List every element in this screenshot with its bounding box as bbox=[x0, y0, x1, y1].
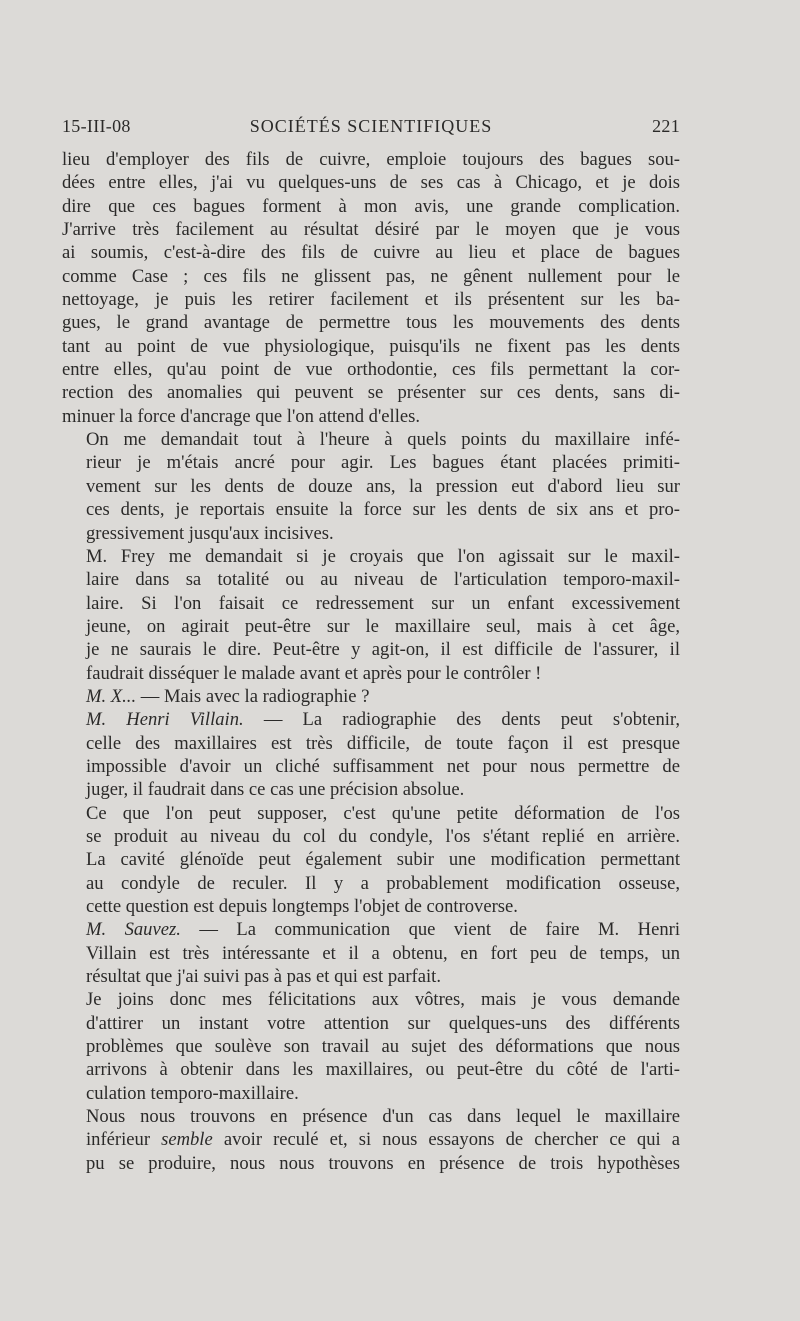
text-line: M. Frey me demandait si je croyais que l'on agissait sur le maxil- bbox=[86, 545, 680, 567]
paragraph bbox=[62, 685, 680, 708]
text-line: vement sur les dents de douze ans, la pression eut d'abord lieu sur bbox=[86, 475, 680, 497]
text-line: résultat que j'ai suivi pas à pas et qui est parfait. bbox=[86, 966, 441, 988]
speaker-name: M. X... bbox=[86, 685, 137, 707]
text-line: On me demandait tout à l'heure à quels points du maxillaire infé- bbox=[86, 429, 680, 451]
text-line: arrivons à obtenir dans les maxillaires, ou peut-être du côté de l'arti- bbox=[86, 1059, 680, 1081]
paragraph bbox=[62, 918, 680, 988]
text-line: comme Case ; ces fils ne glissent pas, ne gênent nullement pour le bbox=[62, 265, 680, 287]
text-line: problèmes que soulève son travail au sujet des déformations que nous bbox=[86, 1036, 680, 1058]
paragraph bbox=[62, 545, 680, 685]
text-line: culation temporo-maxillaire. bbox=[86, 1082, 299, 1104]
text-line: cette question est depuis longtemps l'objet de controverse. bbox=[86, 896, 518, 917]
text-line: celle des maxillaires est très difficile, de toute façon il est presque bbox=[86, 732, 680, 754]
paragraph bbox=[62, 802, 680, 919]
text-line: lieu d'employer des fils de cuivre, emploie toujours des bagues sou- bbox=[62, 149, 680, 170]
speech-text: — La radiographie des dents peut s'obtenir, bbox=[243, 709, 681, 731]
text-line: d'attirer un instant votre attention sur quelques-uns des différents bbox=[86, 1012, 680, 1034]
speaker-name: M. Henri Villain. bbox=[86, 709, 244, 731]
text-line: pu se produire, nous nous trouvons en présence de trois hypothèses bbox=[86, 1152, 680, 1174]
header-date: 15-III-08 bbox=[62, 116, 131, 136]
text-line bbox=[62, 685, 680, 708]
text-line: gues, le grand avantage de permettre tous les mouvements des dents bbox=[62, 312, 680, 334]
text-line: rieur je m'étais ancré pour agir. Les bagues étant placées primiti- bbox=[86, 452, 680, 474]
paragraph bbox=[62, 988, 680, 1105]
text-line: inférieur semble avoir reculé et, si nous essayons de chercher ce qui a bbox=[86, 1129, 680, 1151]
text-line: impossible d'avoir un cliché suffisamment net pour nous permettre de bbox=[86, 755, 680, 777]
text-line: Villain est très intéressante et il a obtenu, en fort peu de temps, un bbox=[86, 942, 680, 964]
text-line: Je joins donc mes félicitations aux vôtres, mais je vous demande bbox=[86, 989, 680, 1011]
text-line: nettoyage, je puis les retirer facilement et ils présentent sur les ba- bbox=[62, 289, 680, 311]
text-line: se produit au niveau du col du condyle, l'os s'étant replié en arrière. bbox=[86, 825, 680, 847]
speech-text: — La communication que vient de faire M. Henri bbox=[180, 919, 680, 941]
speaker-name: M. Sauvez. bbox=[86, 919, 181, 941]
text-line: je ne saurais le dire. Peut-être y agit-on, il est difficile de l'assurer, il bbox=[86, 639, 680, 661]
paragraph bbox=[62, 428, 680, 545]
text-line: J'arrive très facilement au résultat désiré par le moyen que je vous bbox=[62, 219, 680, 241]
text-line bbox=[62, 708, 680, 731]
text-line: entre elles, qu'au point de vue orthodontie, ces fils permettant la cor- bbox=[62, 359, 680, 381]
header-title: SOCIÉTÉS SCIENTIFIQUES bbox=[249, 116, 493, 136]
text-line: ai soumis, c'est-à-dire des fils de cuivre au lieu et place de bagues bbox=[62, 242, 680, 264]
page-number: 221 bbox=[652, 116, 680, 136]
text-line: dées entre elles, j'ai vu quelques-uns de ses cas à Chicago, et je dois bbox=[62, 172, 680, 194]
text-line: au condyle de reculer. Il y a probablement modification osseuse, bbox=[86, 872, 680, 894]
paragraph bbox=[62, 148, 680, 428]
text-line: juger, il faudrait dans ce cas une précision absolue. bbox=[86, 779, 465, 801]
running-header bbox=[62, 116, 680, 140]
paragraph bbox=[62, 1105, 680, 1175]
text-line: minuer la force d'ancrage que l'on attend d'elles. bbox=[62, 405, 421, 427]
text-line: rection des anomalies qui peuvent se présenter sur ces dents, sans di- bbox=[62, 382, 680, 404]
text-line: faudrait disséquer le malade avant et après pour le contrôler ! bbox=[86, 662, 542, 684]
text-line: gressivement jusqu'aux incisives. bbox=[86, 522, 334, 544]
paragraph bbox=[62, 708, 680, 801]
text-line: ces dents, je reportais ensuite la force sur les dents de six ans et pro- bbox=[86, 499, 680, 521]
text-line: La cavité glénoïde peut également subir une modification permettant bbox=[86, 849, 680, 871]
text-line: Ce que l'on peut supposer, c'est qu'une petite déformation de l'os bbox=[86, 802, 680, 824]
text-line: tant au point de vue physiologique, puisqu'ils ne fixent pas les dents bbox=[62, 335, 680, 357]
text-line: dire que ces bagues forment à mon avis, une grande complication. bbox=[62, 195, 680, 217]
body-text bbox=[62, 148, 680, 1175]
text-line: laire dans sa totalité ou au niveau de l'articulation temporo-maxil- bbox=[86, 569, 680, 591]
text-line: Nous nous trouvons en présence d'un cas dans lequel le maxillaire bbox=[86, 1106, 680, 1128]
text-line: jeune, on agirait peut-être sur le maxillaire seul, mais à cet âge, bbox=[86, 615, 680, 637]
text-line: laire. Si l'on faisait ce redressement sur un enfant excessivement bbox=[86, 592, 680, 614]
text-line bbox=[62, 918, 680, 941]
speech-text: — Mais avec la radiographie ? bbox=[136, 685, 370, 707]
